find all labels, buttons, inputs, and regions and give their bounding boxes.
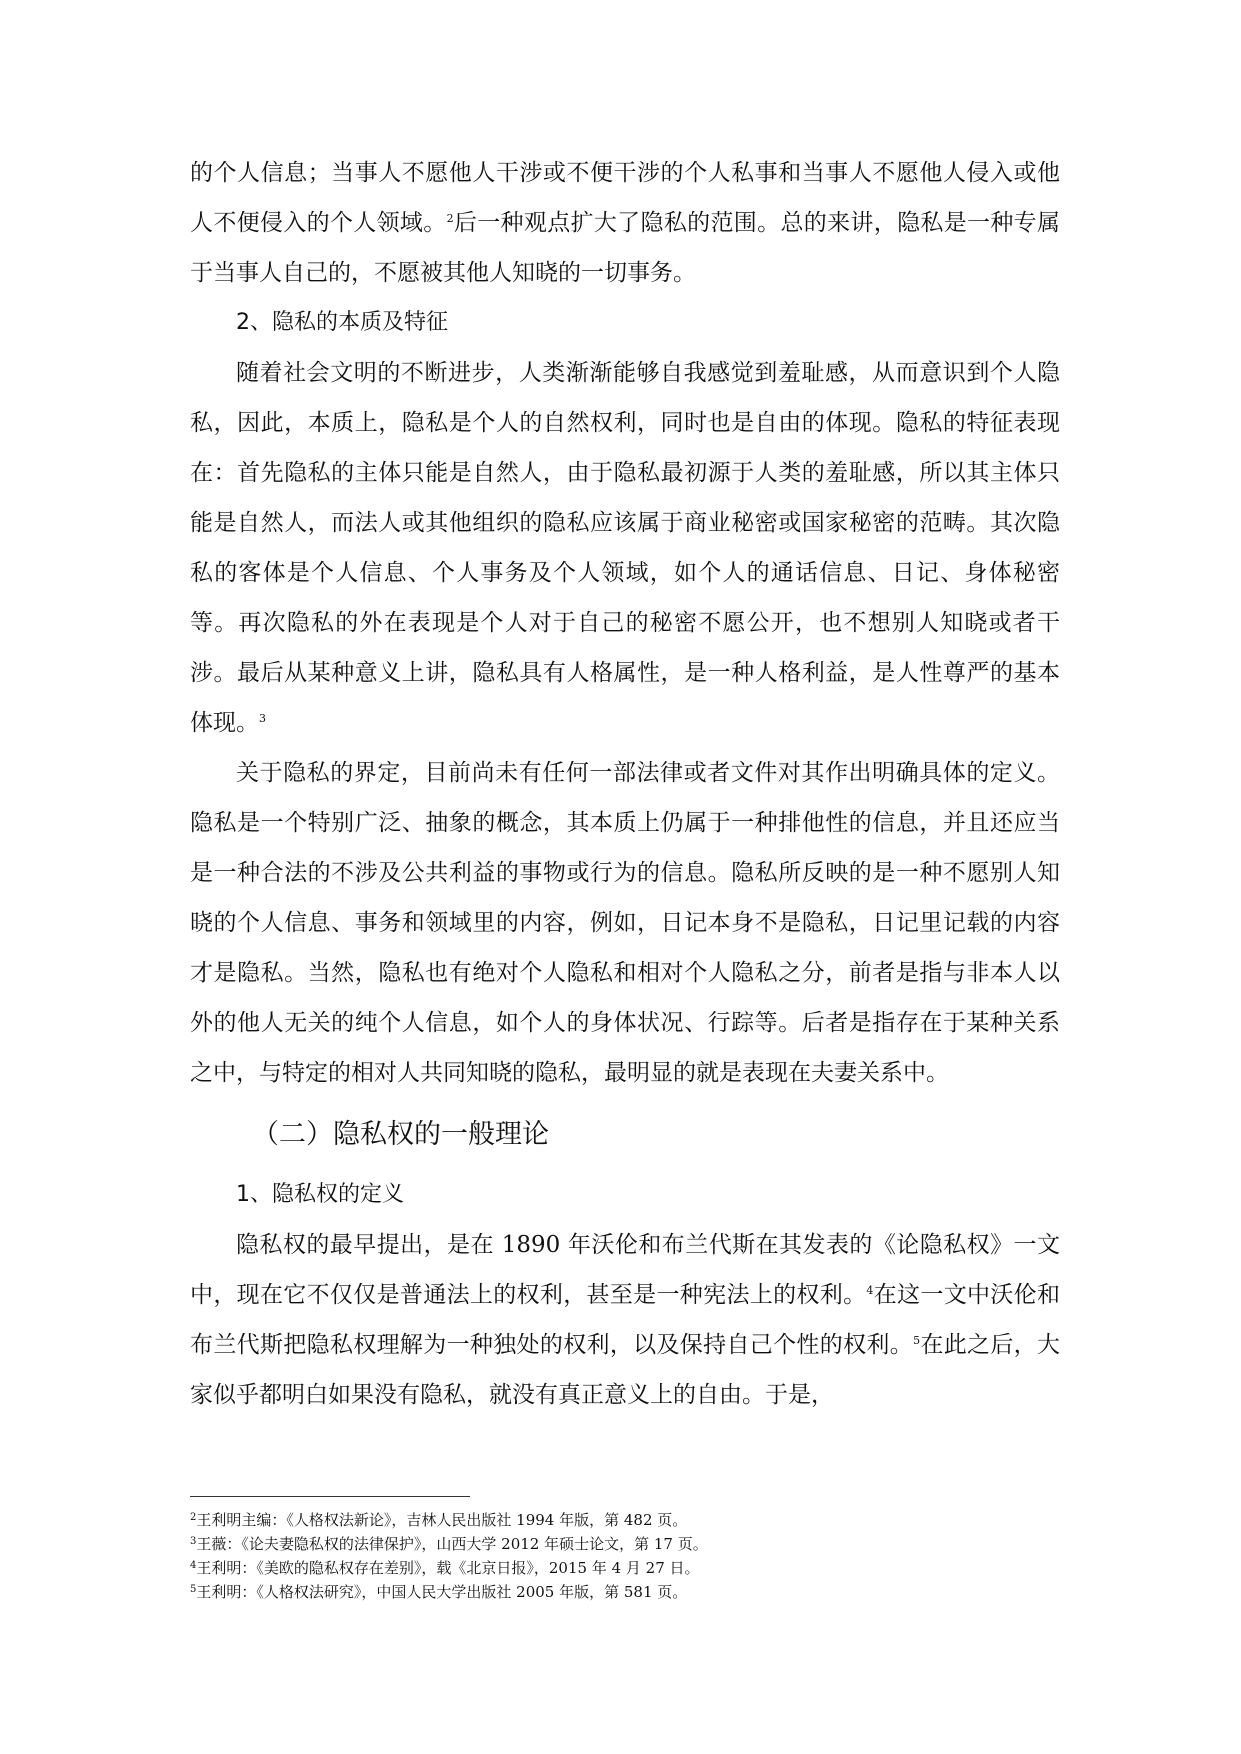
footnote-ref: 4 xyxy=(866,1284,874,1297)
footnote-number: 3 xyxy=(190,1536,197,1547)
footnote-text: 王利明主编：《人格权法新论》，吉林人民出版社 1994 年版，第 482 页。 xyxy=(196,1511,688,1529)
paragraph-text: 隐私权的最早提出，是在 1890 年沃伦和布兰代斯在其发表的《论隐私权》一文中，现在它不仅仅是普通法上的权利，甚至是一种宪法上的权利。 xyxy=(190,1232,1060,1308)
footnotes xyxy=(190,1508,1060,1604)
subsection-heading: 1、隐私权的定义 xyxy=(236,1182,404,1207)
footnote-ref: 5 xyxy=(913,1334,921,1347)
paragraph: 关于隐私的界定，目前尚未有任何一部法律或者文件对其作出明确具体的定义。隐私是一个特别广泛、抽象的概念，其本质上仍属于一种排他性的信息，并且还应当是一种合法的不涉及公共利益的事物或行为的信息。隐私所反映的是一种不愿别人知晓的个人信息、事务和领域里的内容，例如，日记本身不是隐私，日记里记载的内容才是隐私。当然，隐私也有绝对个人隐私和相对个人隐私之分，前者是指与非本人以外的他人无关的纯个人信息，如个人的身体状况、行踪等。后者是指存在于某种关系之中，与特定的相对人共同知晓的隐私，最明显的就是表现在夫妻关系中。 xyxy=(190,760,1060,1086)
footnote-number: 4 xyxy=(190,1560,197,1571)
paragraph-text: 后一种观点扩大了隐私的范围。总的来讲，隐私是一种专属于当事人自己的，不愿被其他人知晓的一切事务。 xyxy=(190,210,1061,286)
footnote xyxy=(190,1580,1060,1604)
footnote-divider xyxy=(190,1496,470,1497)
footnote-ref: 2 xyxy=(446,212,454,225)
footnote-text: 王薇：《论夫妻隐私权的法律保护》，山西大学 2012 年硕士论文，第 17 页。 xyxy=(196,1535,708,1553)
paragraph-text: 在此之后，大家似乎都明白如果没有隐私，就没有真正意义上的自由。于是， xyxy=(190,1332,1061,1408)
subsection-heading: 2、隐私的本质及特征 xyxy=(236,310,448,335)
paragraph-text: 在这一文中沃伦和布兰代斯把隐私权理解为一种独处的权利，以及保持自己个性的权利。 xyxy=(190,1282,1061,1358)
paragraph-text: 随着社会文明的不断进步，人类渐渐能够自我感觉到羞耻感，从而意识到个人隐私，因此，本质上，隐私是个人的自然权利，同时也是自由的体现。隐私的特征表现在：首先隐私的主体只能是自然人，由于隐私最初源于人类的羞耻感，所以其主体只能是自然人，而法人或其他组织的隐私应该属于商业秘密或国家秘密的范畴。其次隐私的客体是个人信息、个人事务及个人领域，如个人的通话信息、日记、身体秘密等。再次隐私的外在表现是个人对于自己的秘密不愿公开，也不想别人知晓或者干涉。最后从某种意义上讲，隐私具有人格属性，是一种人格利益，是人性尊严的基本体现。 xyxy=(190,360,1060,736)
footnote xyxy=(190,1556,1060,1580)
footnote xyxy=(190,1532,1060,1556)
footnote-text: 王利明：《美欧的隐私权存在差别》，载《北京日报》，2015 年 4 月 27 日。 xyxy=(196,1559,700,1577)
paragraph-text: 的个人信息；当事人不愿他人干涉或不便干涉的个人私事和当事人不愿他人侵入或他人不便侵入的个人领域。 xyxy=(190,160,1060,236)
paragraph xyxy=(190,348,1060,748)
footnote-ref: 3 xyxy=(259,712,266,725)
body-text xyxy=(190,148,1060,1420)
footnote-number: 5 xyxy=(190,1584,197,1595)
footnote xyxy=(190,1508,1060,1532)
footnote-number: 2 xyxy=(190,1512,197,1523)
section-heading: （二）隐私权的一般理论 xyxy=(252,1119,549,1150)
footnote-text: 王利明：《人格权法研究》，中国人民大学出版社 2005 年版，第 581 页。 xyxy=(196,1583,688,1601)
paragraph xyxy=(190,1220,1060,1420)
paragraph-continued xyxy=(190,148,1060,298)
